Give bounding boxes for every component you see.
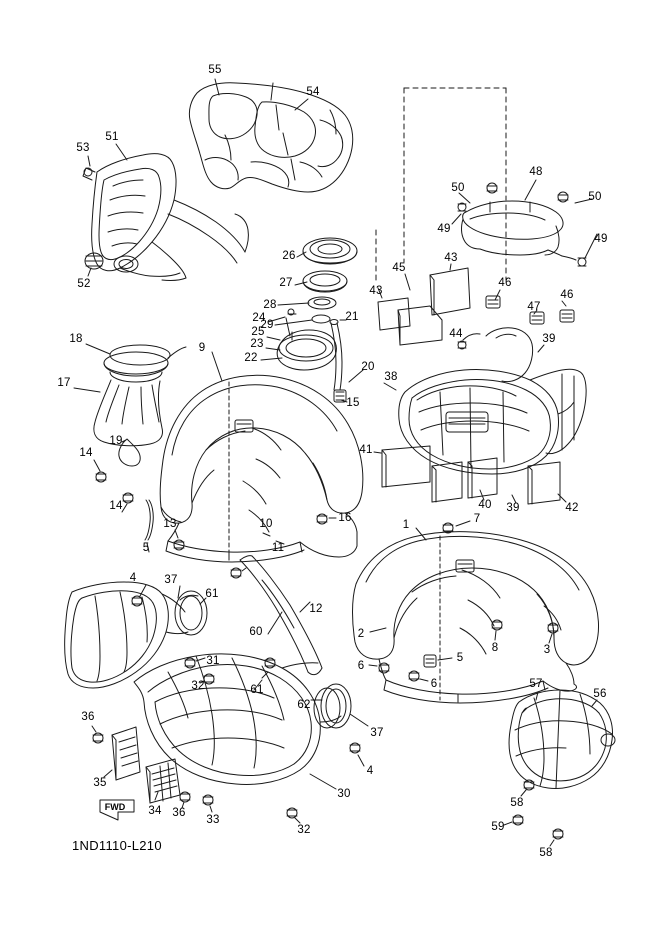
callout-42: 42 [565,502,579,514]
callout-32-b: 32 [297,824,311,836]
callout-21: 21 [345,311,359,323]
part-breather-hose [330,320,346,403]
callout-14-a: 14 [79,447,93,459]
callout-22: 22 [244,352,258,364]
callout-10: 10 [259,518,273,530]
part-plate-43 [378,268,470,330]
callout-6-b: 6 [430,678,438,690]
callout-49-a: 49 [437,223,451,235]
callout-59: 59 [491,821,505,833]
callout-28: 28 [263,299,277,311]
callout-54: 54 [306,86,320,98]
callout-4-b: 4 [366,765,374,777]
part-grille-35 [112,727,140,780]
callout-45: 45 [392,262,406,274]
callout-14-b: 14 [109,500,123,512]
callout-43-b: 43 [369,285,383,297]
part-upper-bracket [458,183,586,266]
part-center-housing [399,296,586,474]
callout-58-a: 58 [510,797,524,809]
callout-50-b: 50 [588,191,602,203]
callout-35: 35 [93,777,107,789]
callout-49-b: 49 [594,233,608,245]
callout-27: 27 [279,277,293,289]
callout-43-a: 43 [444,252,458,264]
callout-8: 8 [491,642,499,654]
callout-3: 3 [543,644,551,656]
callout-20: 20 [361,361,375,373]
callout-61-b: 61 [250,684,264,696]
callout-9: 9 [198,342,206,354]
part-plate-45 [398,306,442,345]
part-front-grille [83,154,248,281]
callout-46-b: 46 [560,289,574,301]
part-rear-fender [353,532,599,703]
part-front-fender [160,375,363,562]
callout-60: 60 [249,626,263,638]
callout-44: 44 [449,328,463,340]
callout-1: 1 [402,519,410,531]
callout-29: 29 [260,319,274,331]
callout-48: 48 [529,166,543,178]
callout-5-a: 5 [142,542,150,554]
callout-2: 2 [357,628,365,640]
callout-26: 26 [282,250,296,262]
callout-50-a: 50 [451,182,465,194]
callout-36-a: 36 [81,711,95,723]
callout-41: 41 [359,444,373,456]
fwd-arrow-label: FWD [104,802,126,812]
callout-16: 16 [338,512,352,524]
callout-40: 40 [478,499,492,511]
callout-53: 53 [76,142,90,154]
callout-55: 55 [208,64,222,76]
callout-7: 7 [473,513,481,525]
callout-51: 51 [105,131,119,143]
callout-37-b: 37 [370,727,384,739]
callout-57: 57 [529,678,543,690]
part-lower-left-body [134,654,351,785]
callout-47: 47 [527,301,541,313]
callout-31: 31 [206,655,220,667]
callout-62: 62 [297,699,311,711]
callout-24: 24 [252,312,266,324]
callout-37-a: 37 [164,574,178,586]
part-code-label: 1ND1110-L210 [72,838,162,853]
callout-4-a: 4 [129,572,137,584]
callout-23: 23 [250,338,264,350]
callout-56: 56 [593,688,607,700]
callout-17: 17 [57,377,71,389]
part-filler-neck [277,309,336,370]
callout-46-a: 46 [498,277,512,289]
part-lower-blocks [432,458,560,504]
part-grille-34 [146,759,180,803]
callout-18: 18 [69,333,83,345]
callout-13: 13 [163,518,177,530]
callout-36-b: 36 [172,807,186,819]
callout-61-a: 61 [205,588,219,600]
callout-58-b: 58 [539,847,553,859]
callout-15: 15 [346,397,360,409]
callout-39-a: 39 [542,333,556,345]
callout-12: 12 [309,603,323,615]
callout-25: 25 [251,326,265,338]
callout-33: 33 [206,814,220,826]
callout-19: 19 [109,435,123,447]
callout-32-a: 32 [191,680,205,692]
callout-34: 34 [148,805,162,817]
callout-6-a: 6 [357,660,365,672]
callout-30: 30 [337,788,351,800]
callout-11: 11 [271,542,285,554]
part-air-filter [94,345,186,466]
part-mudguard-57 [509,690,615,789]
part-top-cover [189,83,352,192]
callout-39-b: 39 [506,502,520,514]
callout-52: 52 [77,278,91,290]
part-flap-41 [382,446,430,487]
callout-5-b: 5 [456,652,464,664]
callout-38: 38 [384,371,398,383]
